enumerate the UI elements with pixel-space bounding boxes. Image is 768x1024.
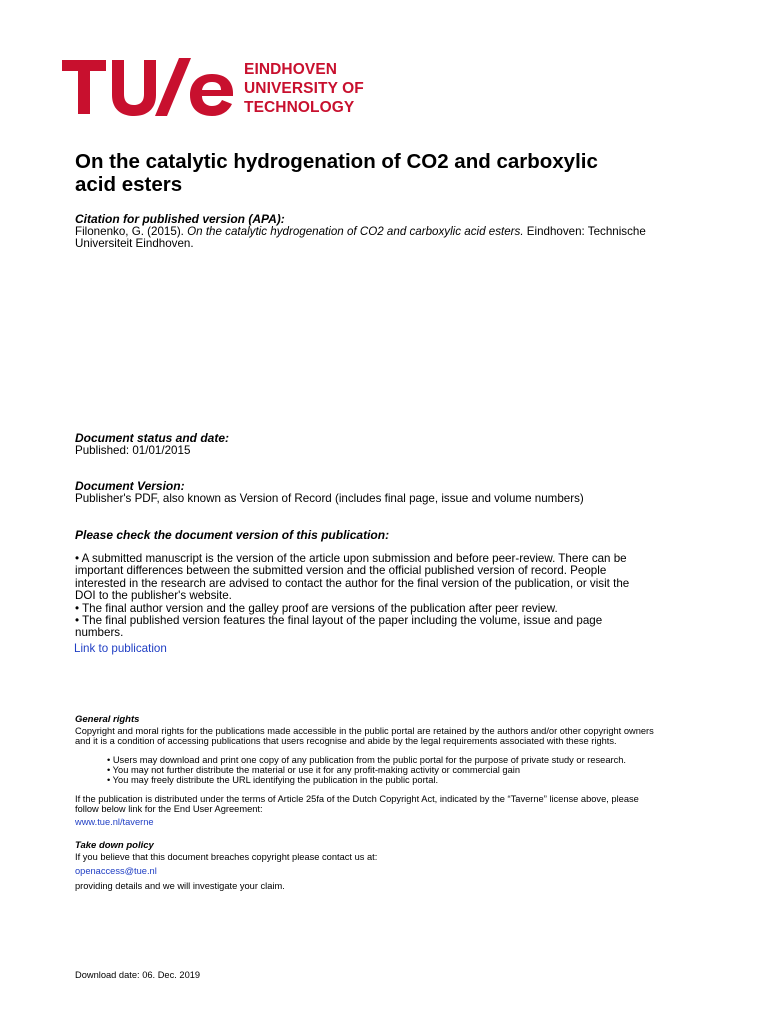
list-item: • You may not further distribute the material or use it for any profit-making activity or commercial gain <box>107 765 521 776</box>
list-item: • Users may download and print one copy of any publication from the public portal for the purpose of private study or research. <box>107 755 626 765</box>
rights-line: Copyright and moral rights for the publications made accessible in the public portal are retained by the authors and/or other copyright owners <box>75 725 654 736</box>
general-rights-section <box>75 715 735 746</box>
status-section <box>75 432 715 457</box>
check-line: DOI to the publisher's website. <box>75 589 232 603</box>
version-label: Document Version: <box>75 479 185 493</box>
tue-logo <box>62 58 234 118</box>
link-to-publication[interactable]: Link to publication <box>74 642 167 655</box>
takedown-after: providing details and we will investigate your claim. <box>75 881 285 891</box>
rights-line: and it is a condition of accessing publications that users recognise and abide by the legal requirements associated with these rights. <box>75 735 617 746</box>
taverne-section <box>75 794 735 814</box>
taverne-link[interactable]: www.tue.nl/taverne <box>75 817 154 827</box>
check-line: interested in the research are advised to contact the author for the final version of the publication, or visit the <box>75 576 630 590</box>
version-section <box>75 480 735 505</box>
citation-section <box>75 213 715 251</box>
general-rights-label: General rights <box>75 714 140 725</box>
citation-publisher: Eindhoven: Technische <box>523 225 646 238</box>
list-item: • You may freely distribute the URL identifying the publication in the public portal. <box>107 775 439 786</box>
university-name-line: TECHNOLOGY <box>244 99 355 116</box>
university-name-line: UNIVERSITY OF <box>244 80 364 97</box>
rights-bullet-list <box>107 755 626 785</box>
university-name-line: EINDHOVEN <box>244 61 338 78</box>
check-line: • The final author version and the galley proof are versions of the publication after peer review. <box>75 601 558 615</box>
document-title <box>75 150 715 196</box>
takedown-text: If you believe that this document breaches copyright please contact us at: <box>75 851 378 862</box>
check-line: • A submitted manuscript is the version of the article upon submission and before peer-review. There can be <box>75 552 627 565</box>
check-section <box>75 529 735 640</box>
takedown-label: Take down policy <box>75 840 154 851</box>
taverne-line: follow below link for the End User Agreement: <box>75 804 263 815</box>
takedown-section <box>75 841 735 862</box>
check-line: important differences between the submitted version and the official published version of record. People <box>75 564 607 578</box>
citation-author: Filonenko, G. (2015). <box>75 225 188 238</box>
citation-title: On the catalytic hydrogenation of CO2 and carboxylic acid esters. <box>187 225 524 238</box>
citation-line2: Universiteit Eindhoven. <box>75 237 194 251</box>
university-name <box>244 60 364 117</box>
check-line: numbers. <box>75 626 124 640</box>
check-label: Please check the document version of this publication: <box>75 528 390 542</box>
status-value: Published: 01/01/2015 <box>75 444 191 457</box>
citation-label: Citation for published version (APA): <box>75 212 285 226</box>
download-date: Download date: 06. Dec. 2019 <box>75 970 201 980</box>
title-line: On the catalytic hydrogenation of CO2 and carboxylic <box>75 150 598 173</box>
openaccess-email-link[interactable]: openaccess@tue.nl <box>75 866 157 876</box>
status-label: Document status and date: <box>75 431 230 445</box>
title-line: acid esters <box>75 173 183 196</box>
version-value: Publisher's PDF, also known as Version of Record (includes final page, issue and volume numbers) <box>75 492 584 505</box>
taverne-line: If the publication is distributed under the terms of Article 25fa of the Dutch Copyright Act, indicated by the “Taverne” license above, please <box>75 794 639 804</box>
check-line: • The final published version features the final layout of the paper including the volume, issue and page <box>75 614 603 628</box>
